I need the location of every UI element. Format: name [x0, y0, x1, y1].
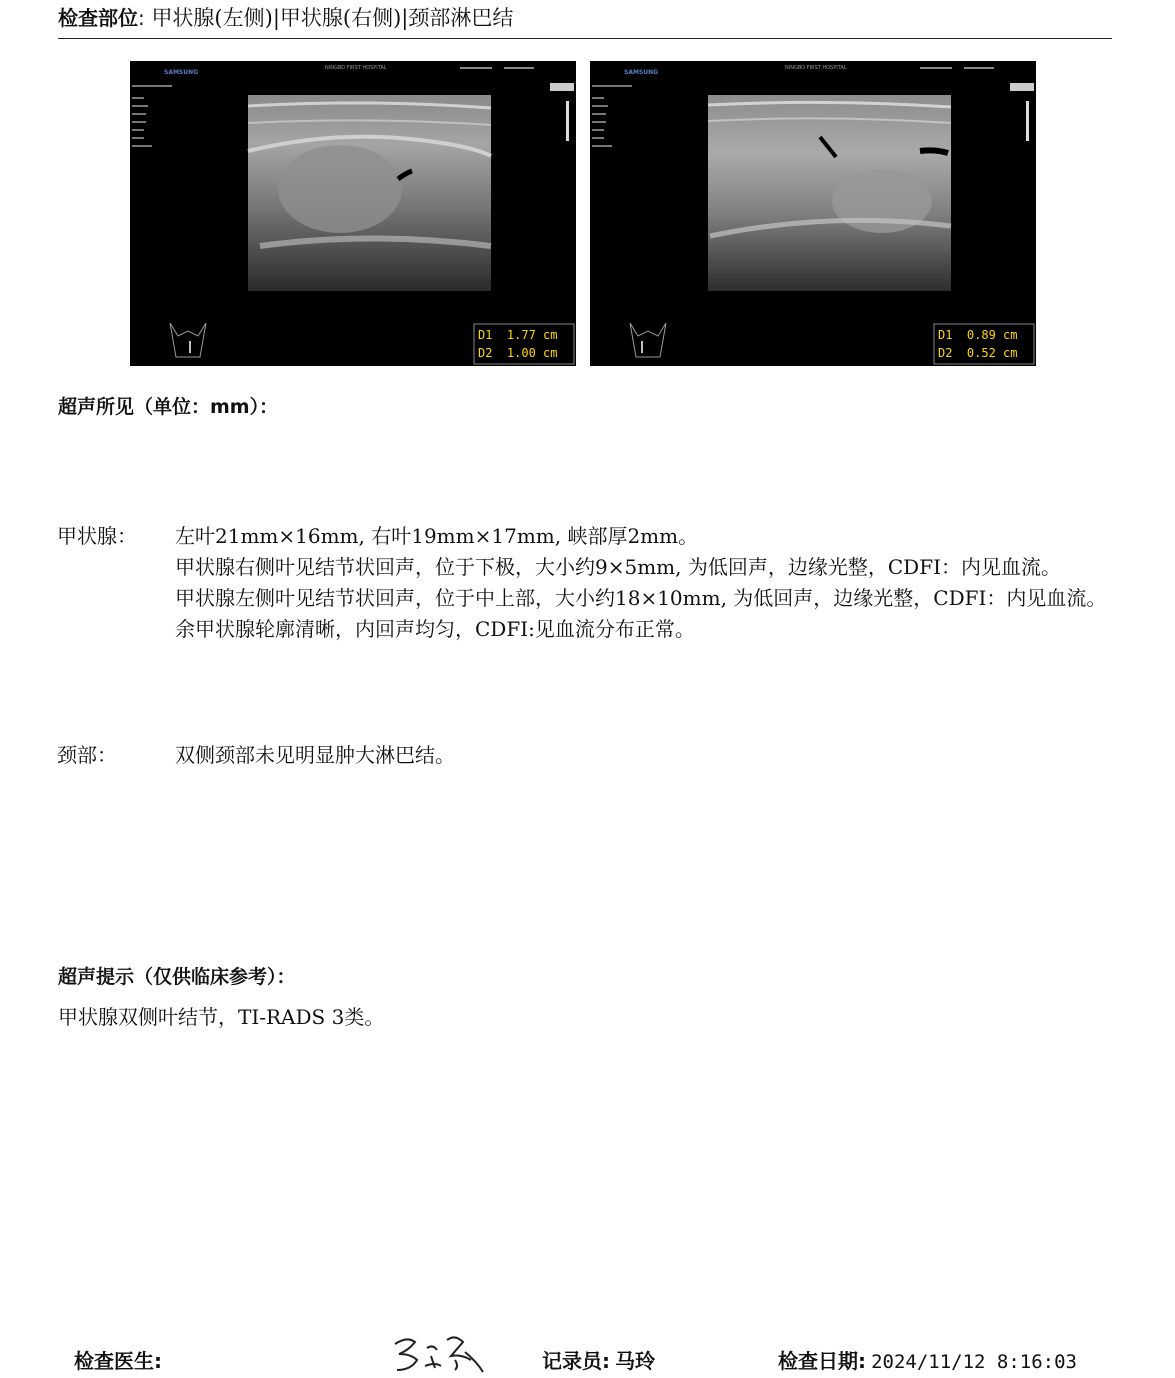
exam-site-header	[58, 4, 1112, 39]
thyroid-line: 余甲状腺轮廓清晰，内回声均匀，CDFI:见血流分布正常。	[175, 617, 695, 641]
exam-date-field	[778, 1346, 1077, 1376]
exam-site-value: 甲状腺(左侧)|甲状腺(右侧)|颈部淋巴结	[151, 6, 514, 30]
measurement-box-left	[478, 326, 574, 362]
measurement-d2: D2 0.52 cm	[938, 346, 1018, 360]
brand-logo: SAMSUNG	[624, 69, 659, 76]
exam-site-label: 检查部位	[58, 6, 138, 30]
measurement-d1: D1 0.89 cm	[938, 328, 1018, 342]
recorder-label: 记录员:	[542, 1349, 610, 1373]
findings-title: 超声所见（单位：mm）：	[58, 396, 279, 418]
hospital-name: NINGBO FIRST HOSPITAL	[325, 65, 387, 71]
brand-logo: SAMSUNG	[164, 69, 199, 76]
ultrasound-image-left	[130, 61, 576, 366]
recorder-name: 马玲	[615, 1349, 656, 1373]
neck-findings	[57, 740, 1117, 772]
exam-date-value: 2024/11/12 8:16:03	[871, 1351, 1077, 1373]
doctor-signature	[385, 1326, 505, 1376]
recorder-field	[542, 1346, 655, 1376]
thyroid-line: 左叶21mm×16mm, 右叶19mm×17mm, 峡部厚2mm。	[175, 524, 699, 548]
thyroid-text	[175, 521, 1115, 645]
conclusion-title: 超声提示（仅供临床参考）：	[58, 966, 296, 988]
thyroid-line: 甲状腺左侧叶见结节状回声，位于中上部，大小约18×10mm, 为低回声，边缘光整，CDFI：内见血流。	[175, 586, 1107, 610]
ultrasound-scan-left	[130, 61, 576, 366]
exam-date-label: 检查日期:	[778, 1349, 866, 1373]
neck-label: 颈部：	[57, 743, 117, 767]
doctor-field	[74, 1346, 162, 1376]
measurement-d1: D1 1.77 cm	[478, 328, 558, 342]
measurement-box-right	[938, 326, 1034, 362]
exam-site-separator: :	[138, 6, 145, 30]
ultrasound-scan-right	[590, 61, 1036, 366]
thyroid-findings	[57, 521, 1117, 711]
thyroid-label: 甲状腺：	[57, 524, 137, 548]
measurement-d2: D2 1.00 cm	[478, 346, 558, 360]
neck-text: 双侧颈部未见明显肿大淋巴结。	[175, 743, 455, 767]
doctor-label: 检查医生:	[74, 1349, 162, 1373]
ultrasound-image-right	[590, 61, 1036, 366]
thyroid-line: 甲状腺右侧叶见结节状回声，位于下极，大小约9×5mm, 为低回声，边缘光整，CDFI：内见血流。	[175, 555, 1061, 579]
conclusion-text: 甲状腺双侧叶结节，TI-RADS 3类。	[58, 1005, 385, 1029]
hospital-name: NINGBO FIRST HOSPITAL	[785, 65, 847, 71]
